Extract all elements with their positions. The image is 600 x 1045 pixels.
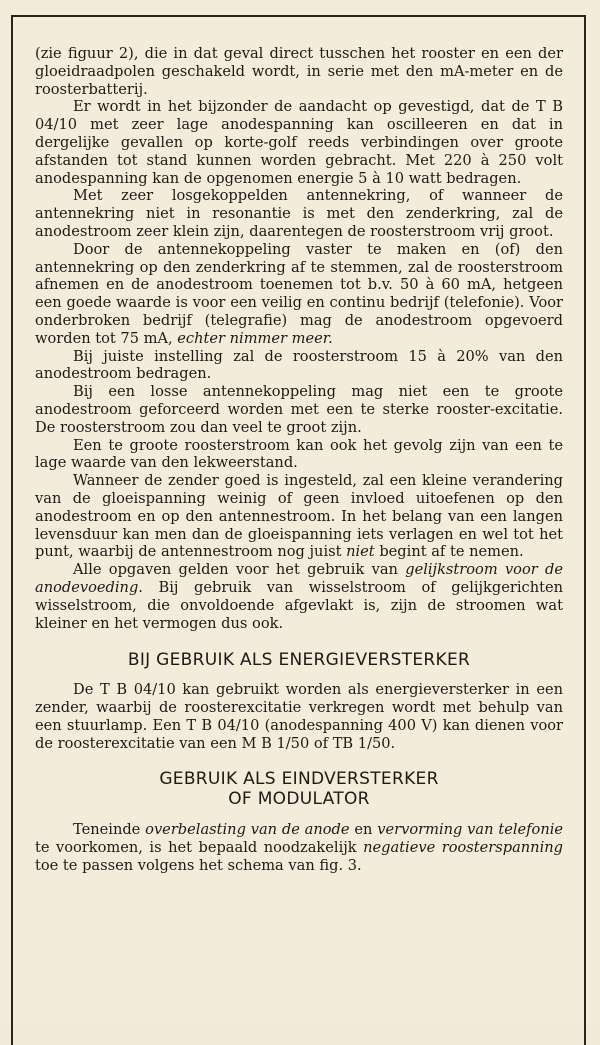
section-heading-eindversterker	[35, 769, 563, 809]
document-body	[35, 45, 563, 875]
paragraph-4-emphasis: echter nimmer meer.	[177, 329, 333, 347]
paragraph-8-post: begint af te nemen.	[379, 543, 524, 561]
paragraph-2: Er wordt in het bijzonder de aandacht op gevestigd, dat de T B 04/10 met zeer lage anodespanning kan oscilleeren en dat in dergelijke gevallen op korte-golf reeds verbindingen over groote afstanden tot stand kunnen worden gebracht. Met 220 à 250 volt anodespanning kan de opgenomen energie 5 à 10 watt bedragen.	[35, 98, 563, 187]
paragraph-4-text: Door de antennekoppeling vaster te maken en (of) den antennekring op den zenderkring af te stemmen, zal de roosterstroom afnemen en de anodestroom toenemen tot b.v. 50 à 60 mA, hetgeen een goede waarde is voor een veilig en continu bedrijf (telefonie). Voor onderbroken bedrijf (telegrafie) mag de anodestroom opgevoerd worden tot 75 mA,	[35, 240, 563, 347]
final-emphasis-3: negatieve roosterspanning	[363, 839, 563, 857]
paragraph-9-emphasis: gelijkstroom voor de anodevoeding	[35, 561, 563, 596]
paragraph-8-pre: Wanneer de zender goed is ingesteld, zal een kleine verandering van de gloeispanning weinig of geen invloed uitoefenen op den anodestroom en op den antennestroom. In het belang van een langen levensduur kan men dan de gloeispanning iets verlagen en wel tot het punt, waarbij de antennestroom nog juist	[35, 472, 563, 561]
final-text-4: toe te passen volgens het schema van fig. 3.	[35, 857, 362, 875]
paragraph-energieversterker: De T B 04/10 kan gebruikt worden als energieversterker in een zender, waarbij de roosterexcitatie verkregen wordt met behulp van een stuurlamp. Een T B 04/10 (anodespanning 400 V) kan dienen voor de roosterexcitatie van een M B 1/50 of TB 1/50.	[35, 681, 563, 752]
paragraph-7: Een te groote roosterstroom kan ook het gevolg zijn van een te lage waarde van den lekweerstand.	[35, 436, 563, 472]
section-heading-eindversterker-line2: OF MODULATOR	[228, 789, 370, 810]
paragraph-1: (zie figuur 2), die in dat geval direct tusschen het rooster en een der gloeidraadpolen geschakeld wordt, in serie met den mA-meter en de roosterbatterij.	[35, 45, 563, 98]
final-emphasis-2: vervorming van telefonie	[377, 821, 564, 839]
paragraph-4	[35, 241, 563, 348]
section-heading-energieversterker: BIJ GEBRUIK ALS ENERGIEVERSTERKER	[127, 650, 471, 671]
paragraph-3: Met zeer losgekoppelden antennekring, of wanneer de antennekring niet in resonantie is met den zenderkring, zal de anodestroom zeer klein zijn, daarentegen de roosterstroom vrij groot.	[35, 187, 563, 240]
paragraph-8-emphasis: niet	[346, 543, 375, 561]
paragraph-9-post: . Bij gebruik van wisselstroom of gelijkgerichten wisselstroom, die onvoldoende afgevlakt is, zijn de stroomen wat kleiner en het vermogen dus ook.	[35, 578, 563, 632]
final-text-2: en	[354, 821, 373, 839]
final-text-3: te voorkomen, is het bepaald noodzakelijk	[35, 839, 357, 857]
final-text-1: Teneinde	[73, 821, 141, 839]
section-heading-eindversterker-line1: GEBRUIK ALS EINDVERSTERKER	[159, 769, 439, 790]
paragraph-6: Bij een losse antennekoppeling mag niet een te groote anodestroom geforceerd worden met een te sterke rooster-excitatie. De roosterstroom zou dan veel te groot zijn.	[35, 383, 563, 436]
paragraph-9-pre: Alle opgaven gelden voor het gebruik van	[73, 561, 398, 579]
paragraph-9	[35, 561, 563, 632]
final-emphasis-1: overbelasting van de anode	[145, 821, 350, 839]
paragraph-8	[35, 472, 563, 561]
paragraph-final	[35, 821, 563, 874]
paragraph-5: Bij juiste instelling zal de roosterstroom 15 à 20% van den anodestroom bedragen.	[35, 347, 563, 383]
